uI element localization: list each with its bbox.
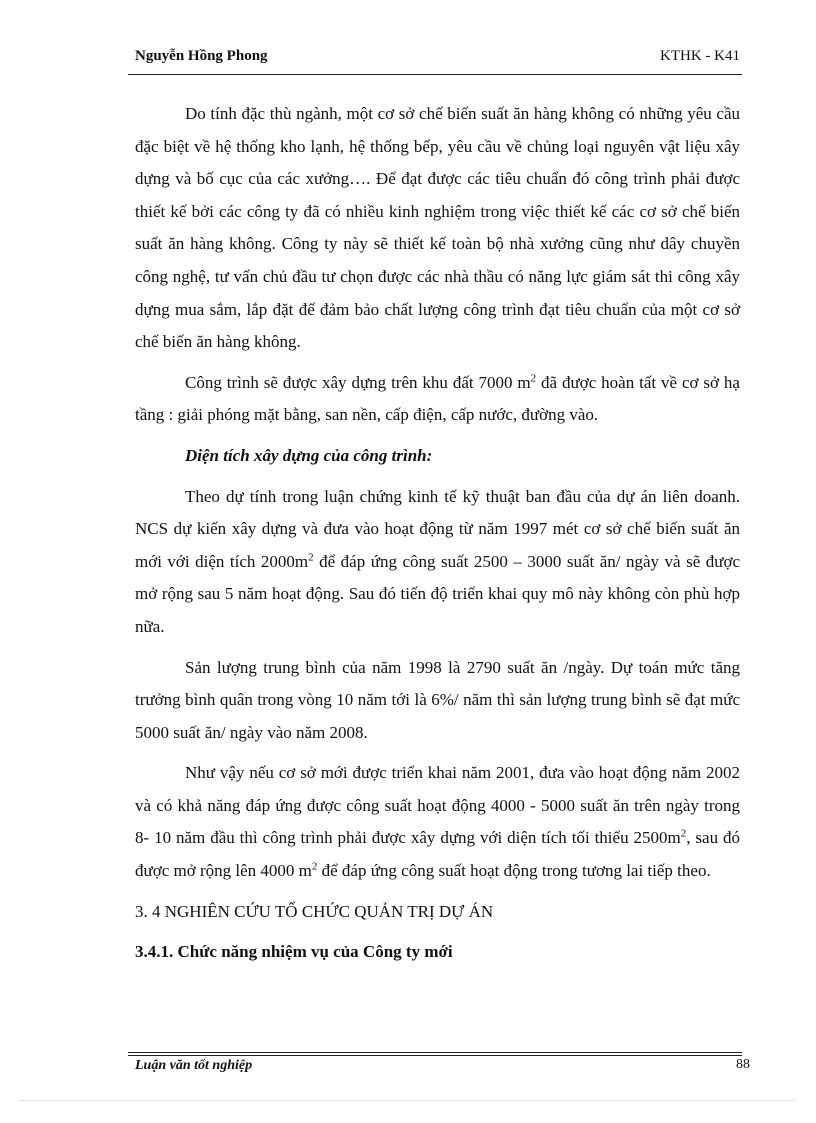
section-heading: 3. 4 NGHIÊN CỨU TỔ CHỨC QUẢN TRỊ DỰ ÁN — [135, 901, 494, 921]
paragraph-5: Như vậy nếu cơ sở mới được triển khai năm 2001, đưa vào hoạt động năm 2002 và có khả năng đáp ứng được công suất hoạt động 4000 - 5000 suất ăn trên ngày trong 8- 10 năm đầu thì công trình phải được xây dựng với diện tích tối thiểu $2500m^2$, sau đó được mở rộng lên 4000 $m^2$ để đáp ứng công suất hoạt động trong tương lai tiếp theo. — [135, 763, 740, 881]
paragraph-2: Công trình sẽ được xây dựng trên khu đất 7000 $m^2$ đã được hoàn tất về cơ sở hạ tầng : giải phóng mặt bằng, san nền, cấp điện, cấp nước, đường vào. — [135, 372, 740, 425]
footer-rule — [128, 1052, 742, 1053]
document-body — [135, 98, 740, 977]
paragraph-1: Do tính đặc thù ngành, một cơ sở chế biến suất ăn hàng không có những yêu cầu đặc biệt về hệ thống kho lạnh, hệ thống bếp, yêu cầu về chủng loại nguyên vật liệu xây dựng và bố cục của các xưởng…. Để đạt được các tiêu chuẩn đó công trình phải được thiết kế bởi các công ty đã có nhiều kinh nghiệm trong việc thiết kế các cơ sở chế biến suất ăn hàng không. Công ty này sẽ thiết kế toàn bộ nhà xưởng cũng như dây chuyền công nghệ, tư vấn chủ đầu tư chọn được các nhà thầu có năng lực giám sát thi công xây dựng mua sắm, lắp đặt để đảm bảo chất lượng công trình đạt tiêu chuẩn của một cơ sở chế biến ăn hàng không. — [135, 104, 740, 352]
page-header — [135, 48, 740, 72]
header-author: Nguyễn Hồng Phong — [135, 48, 268, 64]
footer-rule-double — [128, 1055, 742, 1056]
page-number: 88 — [736, 1057, 750, 1072]
footer-title: Luận văn tốt nghiệp — [135, 1058, 253, 1073]
paragraph-3: Theo dự tính trong luận chứng kinh tế kỹ thuật ban đầu của dự án liên doanh. NCS dự kiến xây dựng và đưa vào hoạt động từ năm 1997 mét cơ sở chế biến suất ăn mới với diện tích $2000m^2$ để đáp ứng công suất 2500 – 3000 suất ăn/ ngày và sẽ được mở rộng sau 5 năm hoạt động. Sau đó tiến độ triển khai quy mô này không còn phù hợp nữa. — [135, 486, 741, 636]
subsection-heading: 3.4.1. Chức năng nhiệm vụ của Công ty mới — [135, 942, 453, 962]
subheading-area: Diện tích xây dựng của công trình: — [185, 445, 433, 465]
header-rule — [128, 74, 742, 75]
paragraph-4: Sản lượng trung bình của năm 1998 là 2790 suất ăn /ngày. Dự toán mức tăng trưởng bình quân trong vòng 10 năm tới là 6%/ năm thì sản lượng trung bình sẽ đạt mức 5000 suất ăn/ ngày vào năm 2008. — [135, 657, 740, 742]
page-edge-dotted — [20, 1100, 796, 1101]
header-code: KTHK - K41 — [660, 48, 740, 64]
